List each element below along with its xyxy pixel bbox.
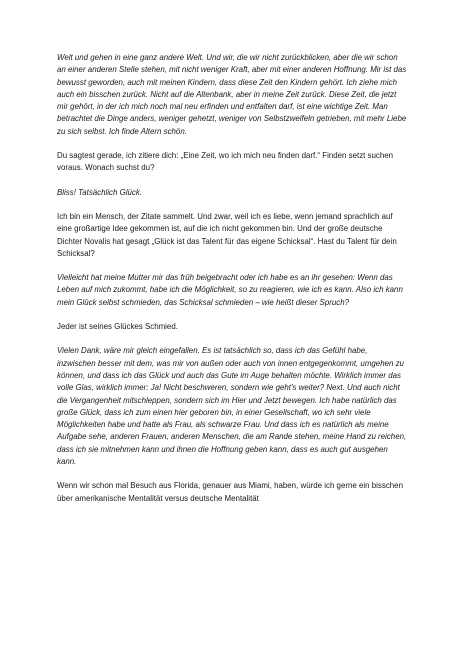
answer-paragraph: Welt und gehen in eine ganz andere Welt. Und wir, die wir nicht zurückblicken, aber die wir schon an einer anderen Stelle stehen, mit nicht weniger Kraft, aber mit einer anderen Hoffnung. Mir ist das bewusst geworden, auch mit meinen Kindern, dass diese Zeit den Kindern gehört. Ich ziehe mich auch ein bisschen zurück. Nicht auf die Altenbank, aber in meine Zeit zurück. Diese Zeit, die jetzt mir gehört, in der ich mich noch mal neu erfinden und entfalten darf, ist eine wichtige Zeit. Man betrachtet die Dinge anders, weniger gehetzt, weniger von Selbstzweifeln getrieben, mit mehr Liebe zu sich selbst. Ich finde Altern schön. [57, 53, 407, 136]
question-paragraph: Ich bin ein Mensch, der Zitate sammelt. Und zwar, weil ich es liebe, wenn jemand sprachlich auf eine großartige Idee gekommen ist, auf die ich nicht gekommen bin. Und der große deutsche Dichter Novalis hat gesagt „Glück ist das Talent für das eigene Schicksal“. Hast du Talent für dein Schicksal? [57, 211, 397, 258]
answer-paragraph: Vielen Dank, wäre mir gleich eingefallen. Es ist tatsächlich so, dass ich das Gefühl habe, inzwischen besser mit dem, was mir von außen oder auch von innen entgegenkommt, umgehen zu können, und dass ich das Glück und auch das Gute im Auge behalten möchte. Wirklich immer das volle Glas, wirklich immer: Ja! Nicht beschweren, sondern wie geht's weiter? Next. Und auch nicht die Vergangenheit mitschleppen, sondern sich im Hier und Jetzt bewegen. Ich habe natürlich das große Glück, dass ich zum einen hier geboren bin, in einer Gesellschaft, wo ich sehr viele Möglichkeiten habe und hatte als Frau, als schwarze Frau. Und dass ich es natürlich als meine Aufgabe sehe, anderen Frauen, anderen Menschen, die am Rande stehen, meine Hand zu reichen, dass ich sie mitnehmen kann und ihnen die Hoffnung geben kann, dass es auch gut ausgehen kann. [57, 346, 407, 467]
question-paragraph: Wenn wir schon mal Besuch aus Florida, genauer aus Miami, haben, würde ich gerne ein bisschen über amerikanische Mentalität versus deutsche Mentalität [57, 481, 403, 503]
question-paragraph: Jeder ist seines Glückes Schmied. [57, 322, 178, 332]
answer-paragraph: Vielleicht hat meine Mutter mir das früh beigebracht oder ich habe es an ihr gesehen: Wenn das Leben auf mich zukommt, habe ich die Möglichkeit, so zu reagieren, wie ich es kann. Also ich kann mein Glück selbst schmieden, das Schicksal schmieden – wie heißt dieser Spruch? [57, 273, 403, 307]
document-page [57, 52, 407, 505]
answer-paragraph: Bliss! Tatsächlich Glück. [57, 187, 143, 197]
question-paragraph: Du sagtest gerade, ich zitiere dich: „Eine Zeit, wo ich mich neu finden darf.“ Finden setzt suchen voraus. Wonach suchst du? [57, 151, 394, 173]
